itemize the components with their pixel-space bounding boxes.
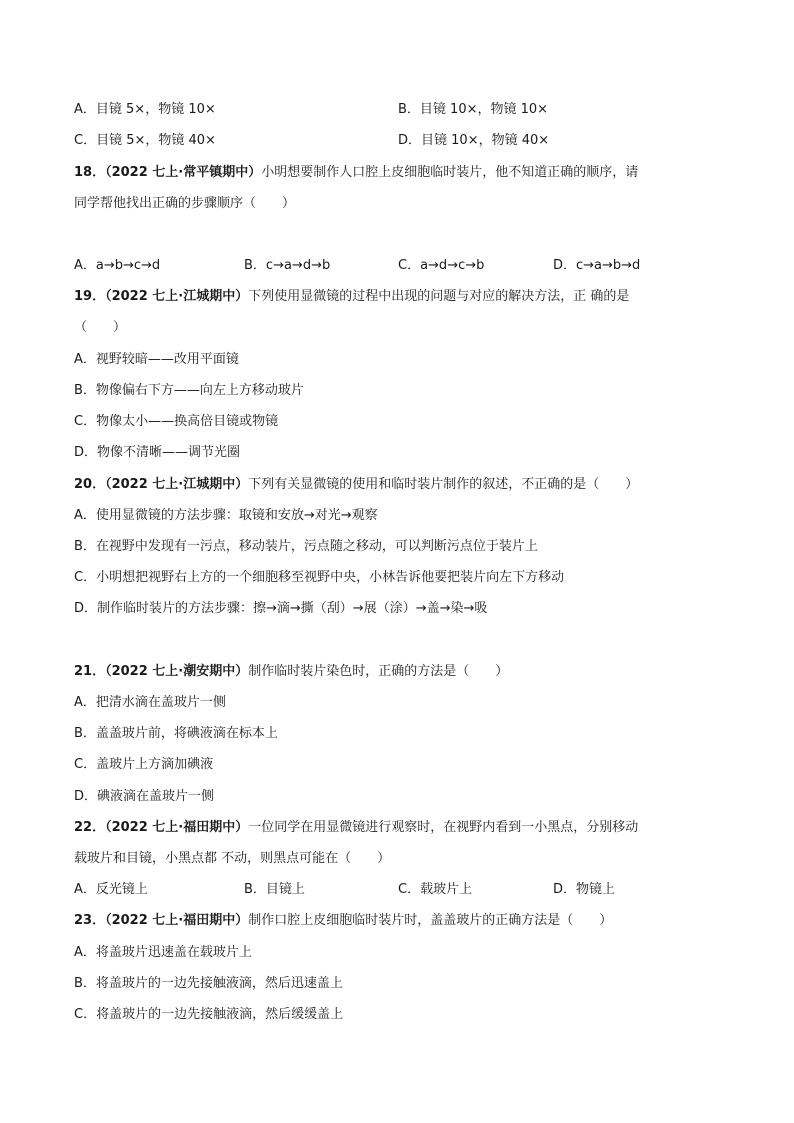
q18-option-c[interactable]: C．a→d→c→b (398, 258, 485, 273)
q22-stem-text: 一位同学在用显微镜进行观察时，在视野内看到一小黑点，分别移动 (248, 820, 639, 835)
q23-number: 23． (74, 913, 106, 928)
q19-stem-text: 下列使用显微镜的过程中出现的问题与对应的解决方法，正 确的是 (248, 289, 630, 304)
q19-option-a[interactable]: A．视野较暗——改用平面镜 (74, 352, 239, 367)
q18-stem-text: 小明想要制作人口腔上皮细胞临时装片，他不知道正确的顺序，请 (261, 165, 639, 180)
q21-stem-line1 (74, 663, 508, 681)
q22-option-d[interactable]: D．物镜上 (553, 882, 616, 897)
q19-stem-line2: （ ） (74, 320, 127, 335)
q23-source: （2022 七上·福田期中） (105, 913, 249, 928)
q22-option-b[interactable]: B．目镜上 (244, 882, 305, 897)
q18-option-a[interactable]: A．a→b→c→d (74, 258, 161, 273)
q18-source: （2022 七上·常平镇期中） (105, 165, 262, 180)
q23-stem-line1 (74, 912, 612, 930)
q21-option-b[interactable]: B．盖盖玻片前，将碘液滴在标本上 (74, 726, 278, 741)
q18-number: 18． (74, 165, 106, 180)
q21-stem-text: 制作临时装片染色时，正确的方法是（ ） (248, 664, 509, 679)
q20-option-c[interactable]: C．小明想把视野右上方的一个细胞移至视野中央，小林告诉他要把装片向左下方移动 (74, 570, 565, 585)
q19-option-c[interactable]: C．物像太小——换高倍目镜或物镜 (74, 414, 279, 429)
q19-option-b[interactable]: B．物像偏右下方——向左上方移动玻片 (74, 383, 304, 398)
q21-option-c[interactable]: C．盖玻片上方滴加碘液 (74, 757, 214, 772)
q22-number: 22． (74, 820, 106, 835)
q21-source: （2022 七上·潮安期中） (105, 664, 249, 679)
q20-option-a[interactable]: A．使用显微镜的方法步骤：取镜和安放→对光→观察 (74, 508, 378, 523)
q19-option-d[interactable]: D．物像不清晰——调节光圈 (74, 445, 241, 460)
q21-option-a[interactable]: A．把清水滴在盖玻片一侧 (74, 695, 226, 710)
q17-option-b[interactable]: B．目镜 10×，物镜 10× (398, 102, 549, 117)
q23-option-c[interactable]: C．将盖玻片的一边先接触液滴，然后缓缓盖上 (74, 1007, 344, 1022)
q20-option-b[interactable]: B．在视野中发现有一污点，移动装片，污点随之移动，可以判断污点位于装片上 (74, 539, 538, 554)
q22-stem-line1 (74, 819, 638, 837)
q20-source: （2022 七上·江城期中） (105, 477, 249, 492)
q22-source: （2022 七上·福田期中） (105, 820, 249, 835)
q18-stem-line2: 同学帮他找出正确的步骤顺序（ ） (74, 196, 296, 211)
q21-option-d[interactable]: D．碘液滴在盖玻片一侧 (74, 789, 215, 804)
q23-stem-text: 制作口腔上皮细胞临时装片时，盖盖玻片的正确方法是（ ） (248, 913, 613, 928)
q20-stem-line1 (74, 476, 638, 494)
q23-option-b[interactable]: B．将盖玻片的一边先接触液滴，然后迅速盖上 (74, 976, 343, 991)
q20-option-d[interactable]: D．制作临时装片的方法步骤：擦→滴→撕（刮）→展（涂）→盖→染→吸 (74, 601, 488, 616)
q20-number: 20． (74, 477, 106, 492)
q20-stem-text: 下列有关显微镜的使用和临时装片制作的叙述，不正确的是（ ） (248, 477, 639, 492)
q21-number: 21． (74, 664, 106, 679)
q19-stem-line1 (74, 288, 629, 306)
q23-option-a[interactable]: A．将盖玻片迅速盖在载玻片上 (74, 945, 252, 960)
q17-option-c[interactable]: C．目镜 5×，物镜 40× (74, 133, 216, 148)
q22-stem-line2: 载玻片和目镜，小黑点都 不动，则黑点可能在（ ） (74, 851, 391, 866)
q18-option-d[interactable]: D．c→a→b→d (553, 258, 641, 273)
q19-number: 19． (74, 289, 106, 304)
q18-stem-line1 (74, 164, 638, 182)
q18-option-b[interactable]: B．c→a→d→b (244, 258, 331, 273)
q19-source: （2022 七上·江城期中） (105, 289, 249, 304)
q22-option-c[interactable]: C．载玻片上 (398, 882, 473, 897)
q17-option-a[interactable]: A．目镜 5×，物镜 10× (74, 102, 216, 117)
q22-option-a[interactable]: A．反光镜上 (74, 882, 148, 897)
q17-option-d[interactable]: D．目镜 10×，物镜 40× (398, 133, 550, 148)
